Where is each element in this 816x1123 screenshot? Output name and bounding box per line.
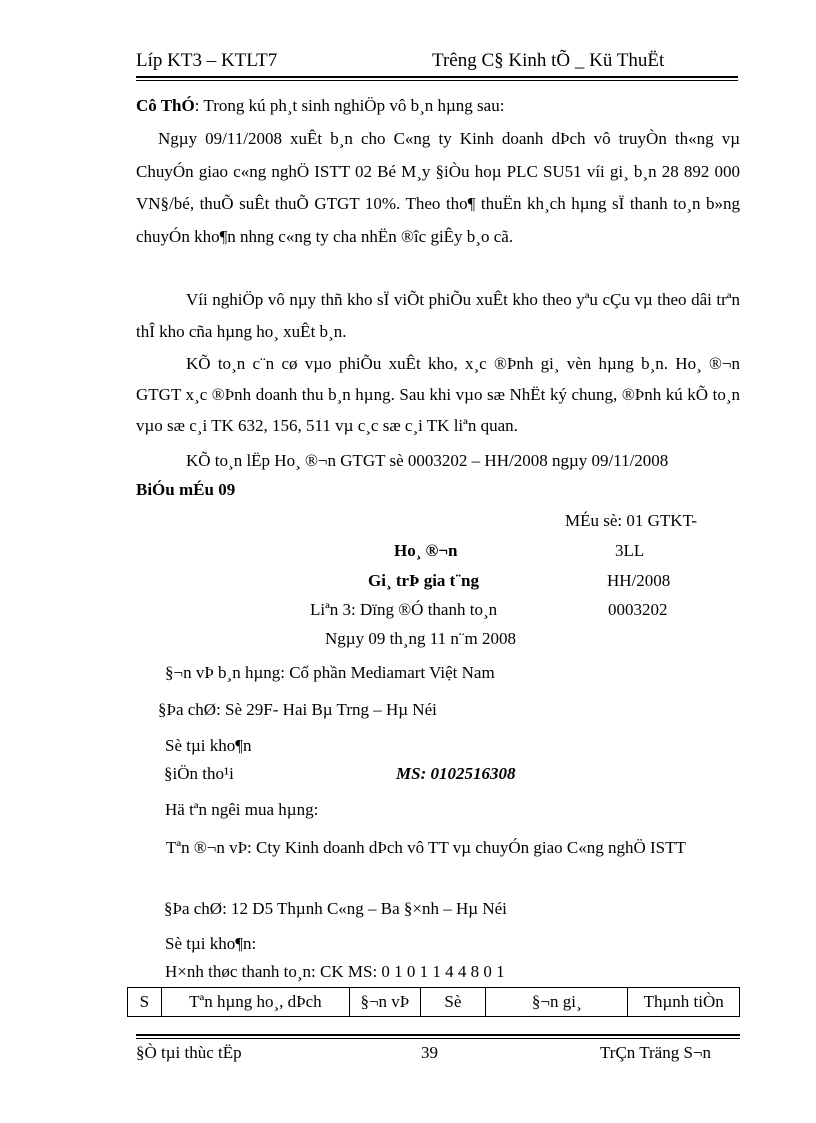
buyer-account: Sè tµi kho¶n:	[165, 934, 257, 953]
seller-tax-code: MS: 0102516308	[396, 764, 516, 783]
paragraph-1: Ngµy 09/11/2008 xuÊt b¸n cho C«ng ty Kinh doanh dÞch vô truyÒn th«ng vµ ChuyÓn giao c«ng nghÖ ISTT 02 Bé M¸y §iÒu hoµ PLC SU51 víi gi¸ b¸n 28 892 000 VN§/bé, thuÕ suÊt thuÕ GTGT 10%. Theo tho¶ thuËn kh¸ch hµng sÏ thanh to¸n b»ng chuyÓn kho¶n nhng c«ng ty cha nhËn ®îc giÊy b¸o cã.	[136, 129, 740, 246]
buyer-unit: Tªn ®¬n vÞ: Cty Kinh doanh dÞch vô TT vµ chuyÓn giao C«ng nghÖ ISTT	[166, 838, 686, 857]
form-number-suffix: 3LL	[615, 541, 645, 560]
col-header-stt: S	[128, 988, 162, 1017]
footer-rule-thin	[136, 1038, 740, 1039]
header-school: Trêng C§ Kinh tÕ _ Kü ThuËt	[432, 50, 665, 71]
invoice-copy: Liªn 3: Dïng ®Ó thanh to¸n	[310, 600, 498, 619]
footer-title: §Ò tµi thùc tËp	[136, 1043, 242, 1062]
header-class: Líp KT3 – KTLT7	[136, 50, 278, 71]
paragraph-4: KÕ to¸n lËp Ho¸ ®¬n GTGT sè 0003202 – HH/2008 ngµy 09/11/2008	[186, 451, 669, 470]
paragraph-3: KÕ to¸n c¨n cø vµo phiÕu xuÊt kho, x¸c ®Þnh gi¸ vèn hµng b¸n. Ho¸ ®¬n GTGT x¸c ®Þnh doanh thu b¸n hµng. Sau khi vµo sæ NhËt ký chung, ®Þnh kú kÕ to¸n vµo sæ c¸i TK 632, 156, 511 vµ c¸c sæ c¸i TK liªn quan.	[136, 354, 740, 435]
paragraph-2: Víi nghiÖp vô nµy thñ kho sÏ viÕt phiÕu xuÊt kho theo yªu cÇu vµ theo dâi trªn thÎ kho cña hµng ho¸ xuÊt b¸n.	[136, 290, 740, 341]
form-label: BiÓu mÉu 09	[136, 480, 236, 499]
invoice-date: Ngµy 09 th¸ng 11 n¨m 2008	[325, 629, 516, 648]
col-header-goods: Tªn hµng ho¸, dÞch	[161, 988, 349, 1017]
seller-account: Sè tµi kho¶n	[165, 736, 252, 755]
note-line	[136, 90, 740, 122]
payment-method: H×nh thøc thanh to¸n: CK MS: 0 1 0 1 1 4 4 8 0 1	[165, 962, 505, 981]
seller-phone-label: §iÖn tho¹i	[164, 764, 234, 783]
page-number: 39	[421, 1043, 438, 1062]
table-header-row	[128, 988, 740, 1017]
footer-rule	[136, 1034, 740, 1036]
col-header-amount: Thµnh tiÒn	[628, 988, 740, 1017]
seller-unit: §¬n vÞ b¸n hµng: Cổ phần Mediamart Việt Nam	[165, 663, 495, 682]
header-rule	[136, 76, 738, 78]
invoice-series: HH/2008	[607, 571, 671, 590]
buyer-name: Hä tªn ngêi mua hµng:	[165, 800, 319, 819]
invoice-subtitle: Gi¸ trÞ gia t¨ng	[368, 571, 479, 590]
seller-address: §Þa chØ: Sè 29F- Hai Bµ Trng – Hµ Néi	[158, 700, 437, 719]
buyer-address: §Þa chØ: 12 D5 Thµnh C«ng – Ba §×nh – Hµ Néi	[164, 899, 507, 918]
col-header-unit: §¬n vÞ	[350, 988, 421, 1017]
header-rule-thin	[136, 80, 738, 81]
col-header-quantity: Sè	[420, 988, 485, 1017]
col-header-unit-price: §¬n gi¸	[486, 988, 628, 1017]
note-label: Cô ThÓ	[136, 96, 195, 115]
note-text: : Trong kú ph¸t sinh nghiÖp vô b¸n hµng sau:	[194, 96, 505, 115]
form-number: MÉu sè: 01 GTKT-	[565, 511, 698, 530]
invoice-table	[127, 987, 740, 1017]
invoice-number: 0003202	[608, 600, 668, 619]
invoice-title: Ho¸ ®¬n	[394, 541, 458, 560]
footer-author: TrÇn Träng S¬n	[600, 1043, 712, 1062]
